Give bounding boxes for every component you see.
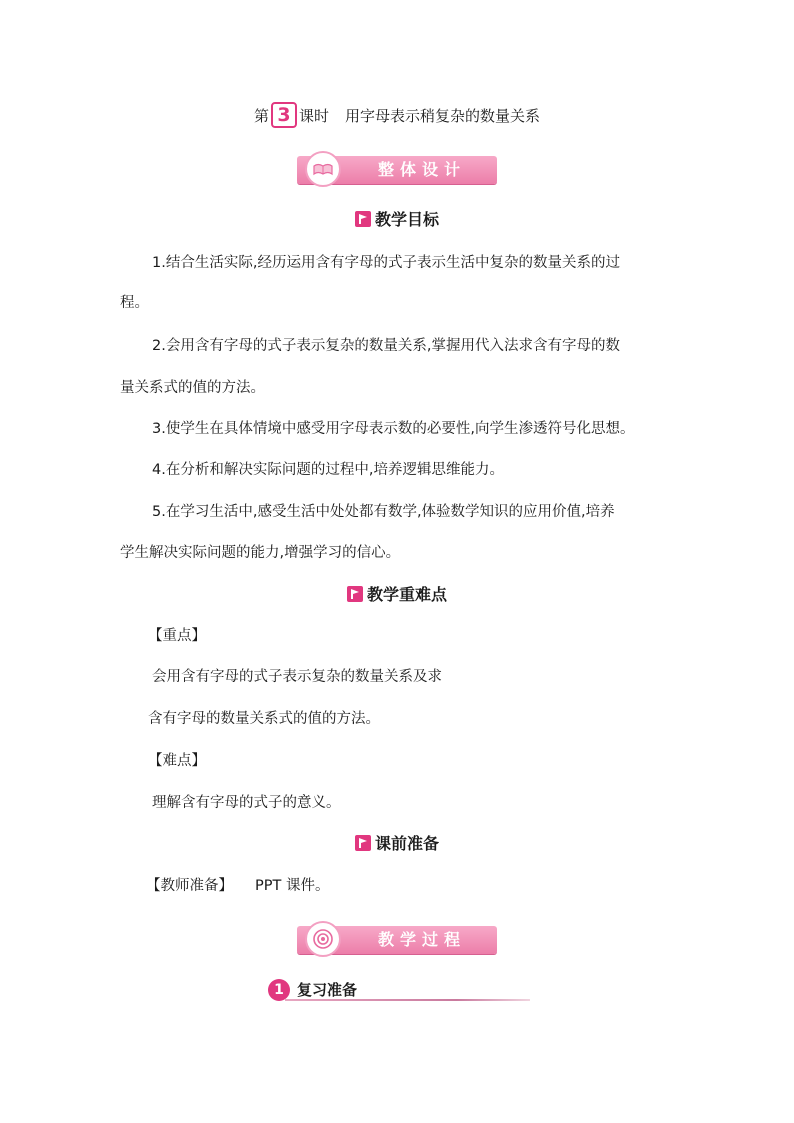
lesson-suffix: 课时: [298, 107, 329, 125]
teacher-prep: [146, 875, 329, 897]
objective-line: 4.在分析和解决实际问题的过程中,培养逻辑思维能力。: [152, 462, 504, 478]
banner-label: 整体设计: [377, 160, 466, 179]
objective-line: 程。: [120, 295, 149, 311]
difficult-label: 【难点】: [148, 753, 206, 769]
objectives-heading: 教学目标: [0, 209, 794, 231]
banner-label: 教学过程: [377, 930, 466, 949]
section-number: 1: [268, 979, 290, 1001]
banner-overall-design: [297, 156, 497, 184]
preparation-heading: 课前准备: [0, 833, 794, 855]
lesson-prefix: 第: [253, 107, 269, 125]
objective-line: 学生解决实际问题的能力,增强学习的信心。: [120, 545, 401, 561]
objective-line: 2.会用含有字母的式子表示复杂的数量关系,掌握用代入法求含有字母的数: [152, 338, 620, 354]
section-title: 复习准备: [297, 981, 358, 999]
key-text: 含有字母的数量关系式的值的方法。: [148, 711, 380, 727]
objective-line: 量关系式的值的方法。: [120, 380, 265, 396]
objective-line: 1.结合生活实际,经历运用含有字母的式子表示生活中复杂的数量关系的过: [152, 255, 620, 271]
flag-icon: [347, 586, 363, 602]
lesson-number-badge: 3: [271, 102, 297, 128]
book-icon: [305, 151, 341, 187]
objective-line: 5.在学习生活中,感受生活中处处都有数学,体验数学知识的应用价值,培养: [152, 504, 615, 520]
objective-line: 3.使学生在具体情境中感受用字母表示数的必要性,向学生渗透符号化思想。: [152, 421, 635, 437]
section-underline: [285, 999, 530, 1001]
flag-icon: [355, 211, 371, 227]
teacher-prep-text: PPT 课件。: [255, 878, 330, 894]
lesson-title: [0, 102, 794, 130]
key-difficult-heading: 教学重难点: [0, 584, 794, 606]
lesson-topic: 用字母表示稍复杂的数量关系: [345, 107, 541, 125]
difficult-text: 理解含有字母的式子的意义。: [152, 795, 341, 811]
teacher-prep-label: 【教师准备】: [146, 878, 233, 894]
banner-teaching-process: [297, 926, 497, 954]
key-label: 【重点】: [148, 628, 206, 644]
target-icon: [305, 921, 341, 957]
flag-icon: [355, 835, 371, 851]
key-text: 会用含有字母的式子表示复杂的数量关系及求: [152, 669, 442, 685]
